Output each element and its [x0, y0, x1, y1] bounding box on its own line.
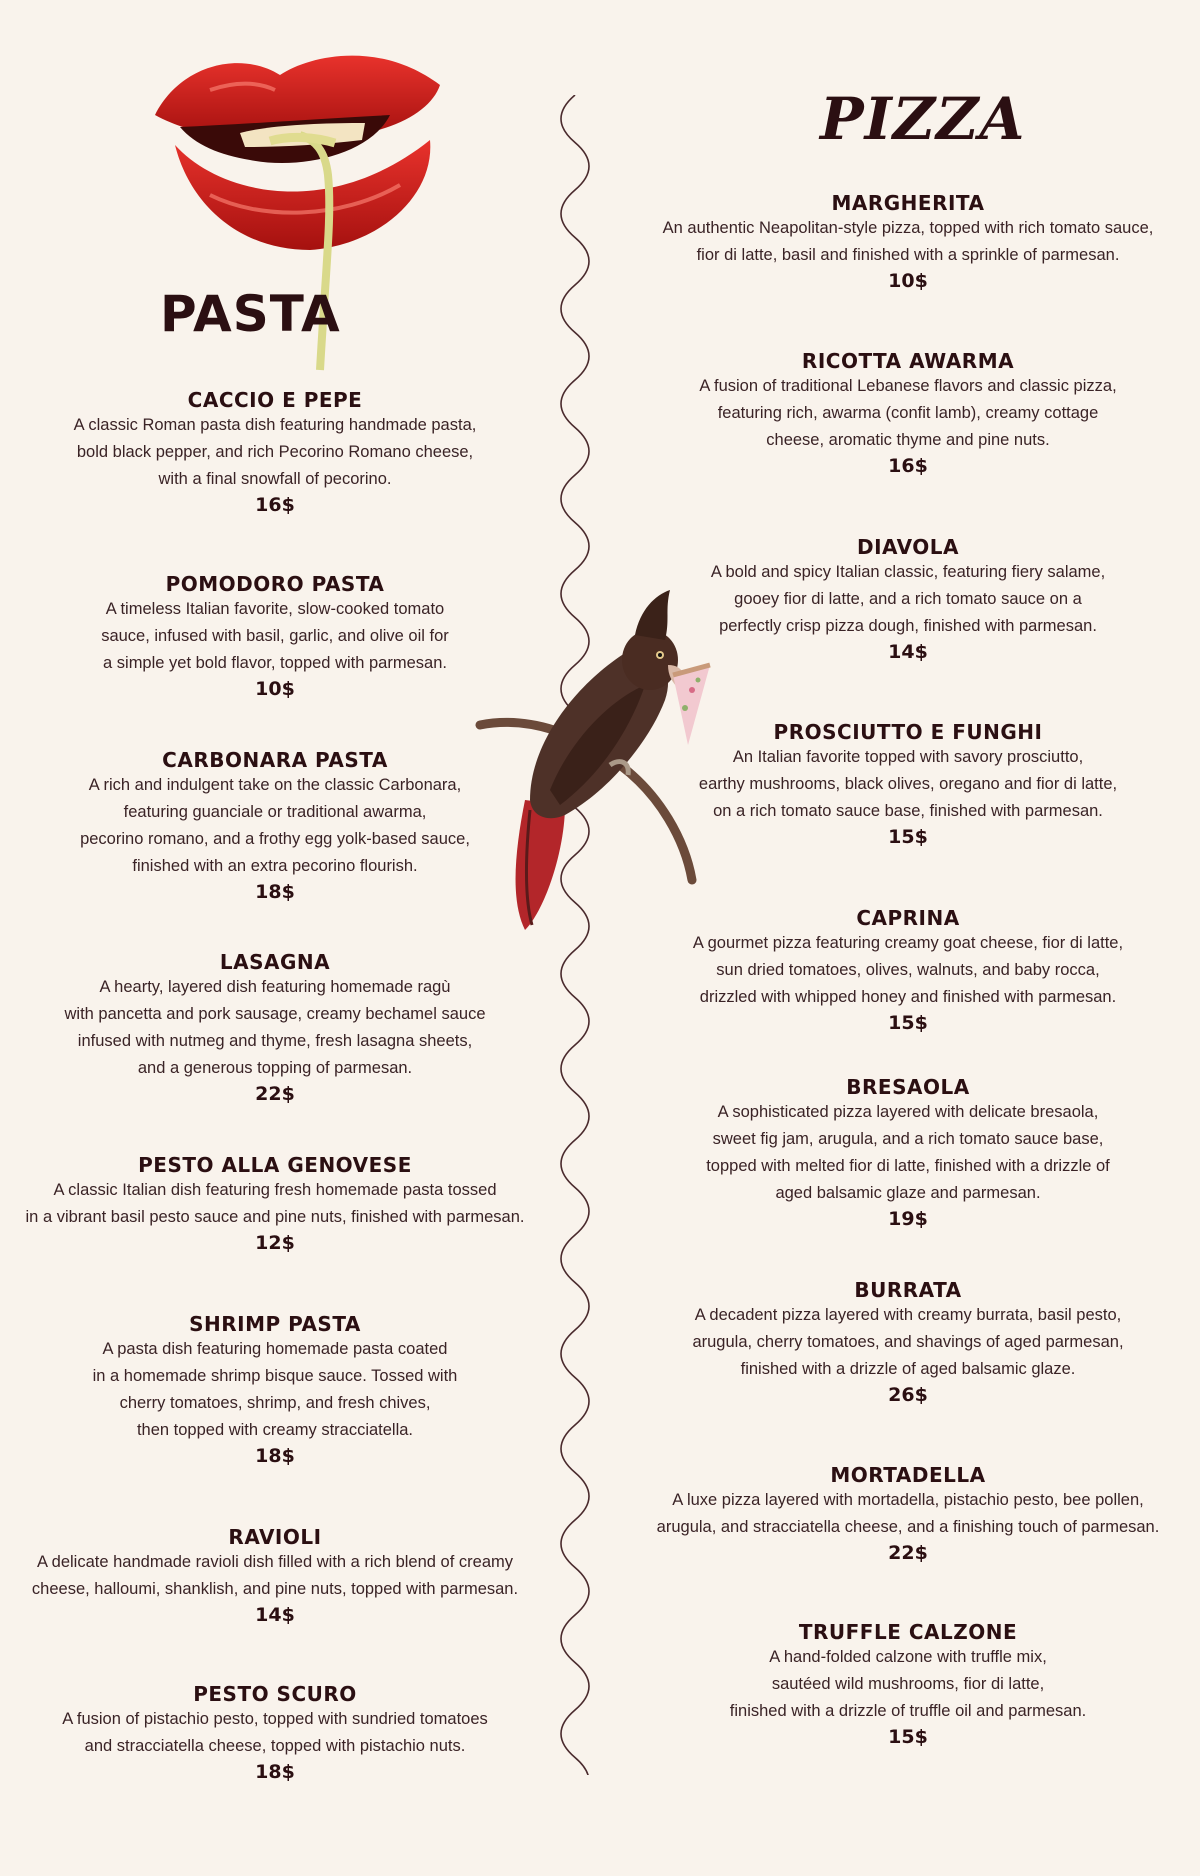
item-name: CARBONARA PASTA [162, 748, 388, 772]
menu-item [20, 1525, 530, 1627]
menu-item [648, 349, 1168, 478]
item-price: 22$ [255, 1083, 295, 1105]
item-description: A pasta dish featuring homemade pasta coated in a homemade shrimp bisque sauce. Tossed with cherry tomatoes, shrimp, and fresh chives, then topped with creamy stracciatella. [92, 1340, 458, 1439]
item-name: LASAGNA [219, 950, 331, 974]
item-price: 15$ [888, 1726, 928, 1748]
item-price: 14$ [888, 641, 928, 663]
menu-item [20, 1312, 530, 1468]
item-name: MORTADELLA [830, 1463, 986, 1487]
item-name: RICOTTA AWARMA [801, 349, 1015, 373]
menu-item [648, 1278, 1168, 1407]
item-price: 18$ [255, 1445, 295, 1467]
item-name: DIAVOLA [856, 535, 959, 559]
item-name: PESTO SCURO [193, 1682, 357, 1706]
item-name: POMODORO PASTA [165, 572, 385, 596]
item-description: A sophisticated pizza layered with delicate bresaola, sweet fig jam, arugula, and a rich tomato sauce base, topped with melted fior di latte, finished with a drizzle of aged balsamic glaze and parmesan. [706, 1103, 1110, 1202]
item-description: A luxe pizza layered with mortadella, pistachio pesto, bee pollen, arugula, and stracciatella cheese, and a finishing touch of parmesan. [656, 1491, 1160, 1536]
item-name: PESTO ALLA GENOVESE [138, 1153, 412, 1177]
item-name: CAPRINA [856, 906, 960, 930]
item-description: A fusion of pistachio pesto, topped with sundried tomatoes and stracciatella cheese, topped with pistachio nuts. [62, 1710, 488, 1755]
menu-item [648, 720, 1168, 849]
menu-item [20, 1153, 530, 1255]
item-name: BURRATA [854, 1278, 962, 1302]
item-description: A timeless Italian favorite, slow-cooked tomato sauce, infused with basil, garlic, and olive oil for a simple yet bold flavor, topped with parmesan. [101, 600, 449, 672]
item-description: A hand-folded calzone with truffle mix, sautéed wild mushrooms, fior di latte, finished with a drizzle of truffle oil and parmesan. [729, 1648, 1087, 1720]
item-name: MARGHERITA [831, 191, 985, 215]
item-price: 10$ [888, 270, 928, 292]
item-name: RAVIOLI [228, 1525, 322, 1549]
menu-item [20, 572, 530, 701]
item-price: 22$ [888, 1542, 928, 1564]
item-price: 18$ [255, 1761, 295, 1783]
item-name: TRUFFLE CALZONE [798, 1620, 1018, 1644]
menu-item [648, 906, 1168, 1035]
item-price: 10$ [255, 678, 295, 700]
item-name: SHRIMP PASTA [189, 1312, 361, 1336]
item-price: 15$ [888, 1012, 928, 1034]
item-price: 26$ [888, 1384, 928, 1406]
item-price: 16$ [888, 455, 928, 477]
menu-item [648, 1463, 1168, 1565]
item-name: CACCIO E PEPE [187, 388, 363, 412]
item-description: A delicate handmade ravioli dish filled with a rich blend of creamy cheese, halloumi, shanklish, and pine nuts, topped with parmesan. [31, 1553, 519, 1598]
pasta-section-title: PASTA [160, 285, 341, 343]
item-name: PROSCIUTTO E FUNGHI [773, 720, 1043, 744]
pizza-section-title: PIZZA [820, 85, 1026, 153]
item-price: 14$ [255, 1604, 295, 1626]
item-description: A classic Italian dish featuring fresh homemade pasta tossed in a vibrant basil pesto sauce and pine nuts, finished with parmesan. [25, 1181, 525, 1226]
item-description: A bold and spicy Italian classic, featuring fiery salame, gooey fior di latte, and a rich tomato sauce on a perfectly crisp pizza dough, finished with parmesan. [710, 563, 1106, 635]
menu-item [648, 535, 1168, 664]
item-description: An Italian favorite topped with savory prosciutto, earthy mushrooms, black olives, oregano and fior di latte, on a rich tomato sauce base, finished with parmesan. [698, 748, 1118, 820]
menu-item [648, 1620, 1168, 1749]
item-description: A decadent pizza layered with creamy burrata, basil pesto, arugula, cherry tomatoes, and shavings of aged parmesan, finished with a drizzle of aged balsamic glaze. [692, 1306, 1124, 1378]
item-price: 16$ [255, 494, 295, 516]
item-price: 12$ [255, 1232, 295, 1254]
item-price: 15$ [888, 826, 928, 848]
item-description: A classic Roman pasta dish featuring handmade pasta, bold black pepper, and rich Pecorino Romano cheese, with a final snowfall of pecorino. [73, 416, 477, 488]
item-description: An authentic Neapolitan-style pizza, topped with rich tomato sauce, fior di latte, basil and finished with a sprinkle of parmesan. [662, 219, 1154, 264]
item-description: A fusion of traditional Lebanese flavors and classic pizza, featuring rich, awarma (confit lamb), creamy cottage cheese, aromatic thyme and pine nuts. [699, 377, 1117, 449]
menu-item [648, 191, 1168, 293]
menu-item [20, 1682, 530, 1784]
item-name: BRESAOLA [846, 1075, 970, 1099]
menu-item [20, 388, 530, 517]
item-description: A gourmet pizza featuring creamy goat cheese, fior di latte, sun dried tomatoes, olives, walnuts, and baby rocca, drizzled with whipped honey and finished with parmesan. [692, 934, 1124, 1006]
item-price: 18$ [255, 881, 295, 903]
item-description: A hearty, layered dish featuring homemade ragù with pancetta and pork sausage, creamy bechamel sauce infused with nutmeg and thyme, fresh lasagna sheets, and a generous topping of parmesan. [64, 978, 486, 1077]
menu-item [20, 950, 530, 1106]
menu-item [20, 748, 530, 904]
item-price: 19$ [888, 1208, 928, 1230]
menu-item [648, 1075, 1168, 1231]
item-description: A rich and indulgent take on the classic Carbonara, featuring guanciale or traditional awarma, pecorino romano, and a frothy egg yolk-based sauce, finished with an extra pecorino flourish. [80, 776, 470, 875]
